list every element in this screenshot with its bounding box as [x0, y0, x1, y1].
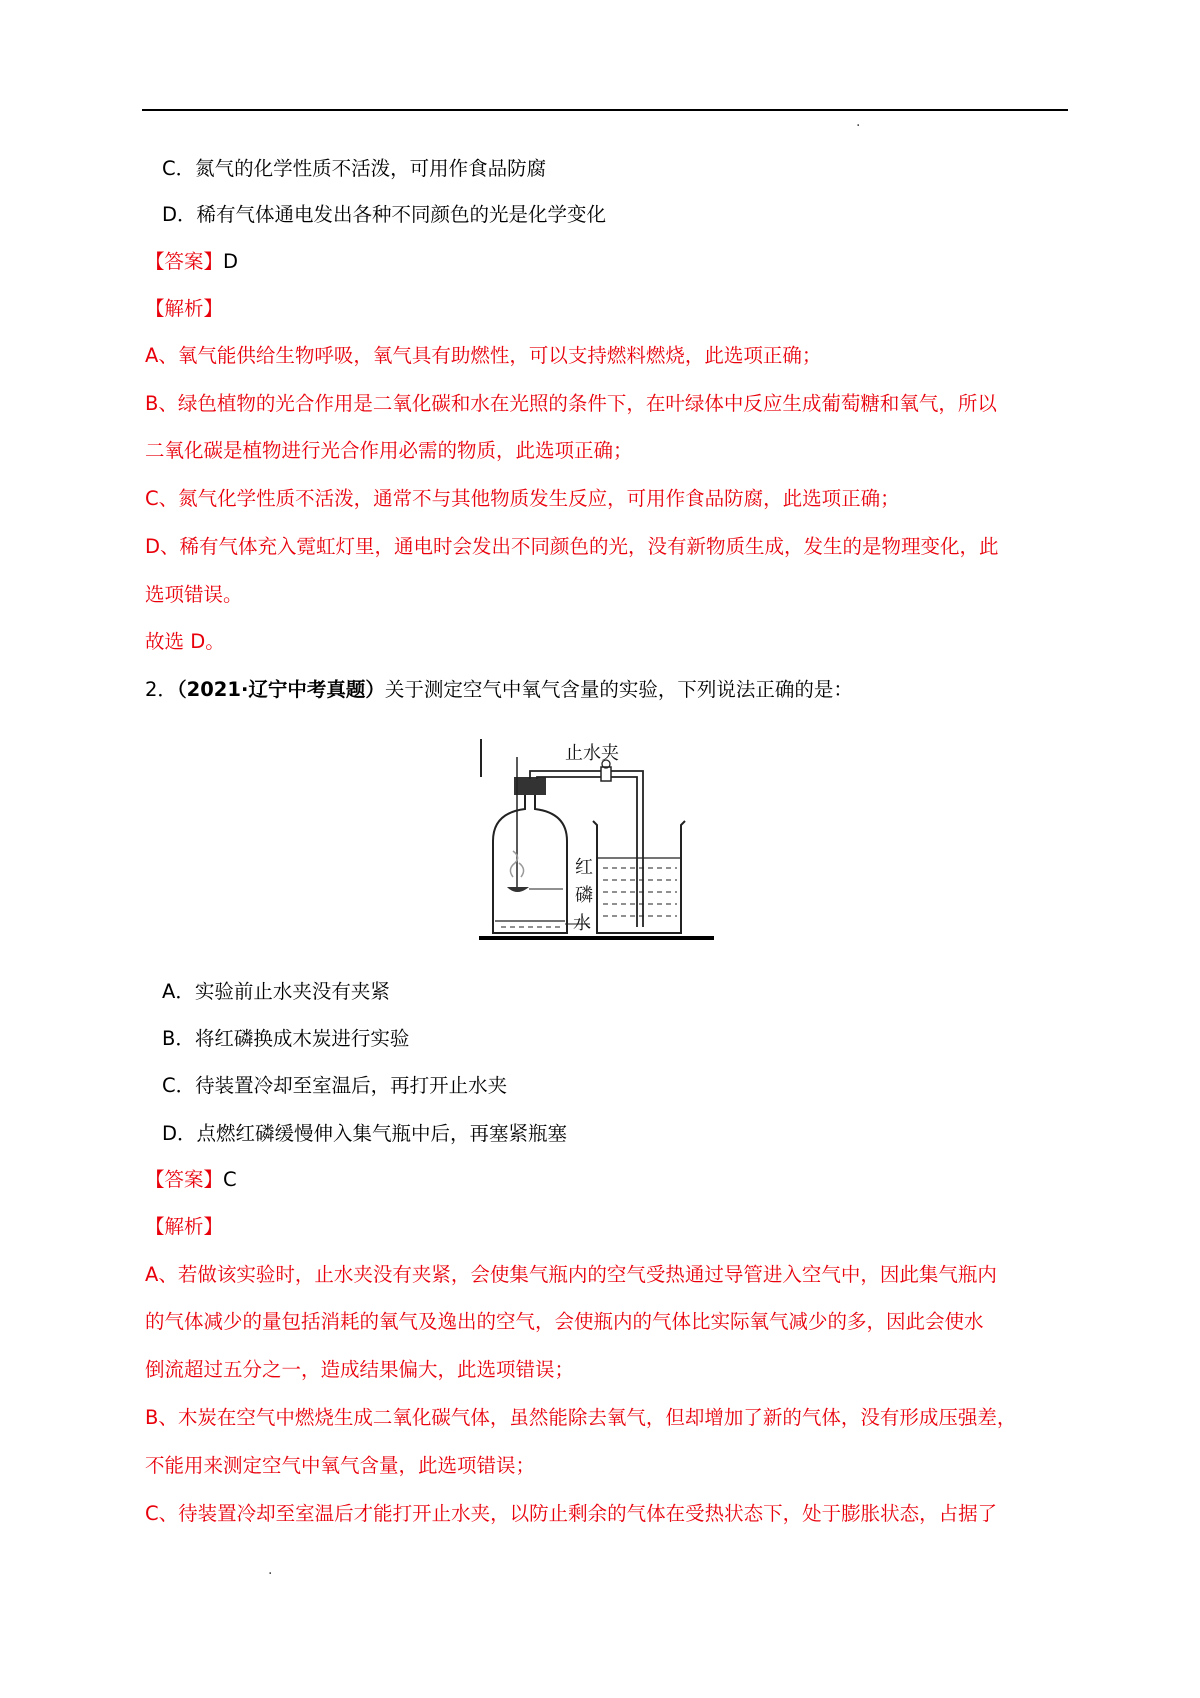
- q1-analysis-line: C、氮气化学性质不活泼，通常不与其他物质发生反应，可用作食品防腐，此选项正确；: [145, 487, 900, 510]
- q2-option-c: C．待装置冷却至室温后，再打开止水夹: [162, 1074, 508, 1097]
- experiment-apparatus-figure: [477, 737, 717, 944]
- gas-bottle: [493, 793, 567, 933]
- label-phosphorus: 红: [575, 857, 593, 878]
- label-phosphorus: 磷: [575, 885, 593, 906]
- q2-option-a: A．实验前止水夹没有夹紧: [162, 980, 390, 1003]
- label-clamp: 止水夹: [565, 743, 619, 764]
- q2-analysis-line: A、若做该实验时，止水夹没有夹紧，会使集气瓶内的空气受热通过导管进入空气中，因此集气瓶内: [145, 1263, 997, 1286]
- q2-option-b: B．将红磷换成木炭进行实验: [162, 1027, 410, 1050]
- q1-answer: [145, 248, 238, 276]
- q2-analysis-line: 的气体减少的量包括消耗的氧气及逸出的空气，会使瓶内的气体比实际氧气减少的多，因此会使水: [145, 1310, 984, 1333]
- answer-label: 【答案】: [145, 1168, 224, 1191]
- q2-number: 2．: [145, 678, 177, 701]
- delivery-tube: [530, 771, 643, 797]
- q2-stem: [145, 676, 853, 704]
- answer-value: D: [223, 250, 239, 273]
- stray-mark: ·: [856, 118, 861, 134]
- answer-value: C: [223, 1168, 237, 1191]
- q2-answer: [145, 1166, 237, 1194]
- q1-analysis-line: D、稀有气体充入霓虹灯里，通电时会发出不同颜色的光，没有新物质生成，发生的是物理变化，此: [145, 535, 999, 558]
- q1-analysis-line: B、绿色植物的光合作用是二氧化碳和水在光照的条件下，在叶绿体中反应生成葡萄糖和氧气，所以: [145, 392, 997, 415]
- q2-source: （2021·辽宁中考真题）: [176, 678, 385, 701]
- q1-analysis-line: 选项错误。: [145, 583, 243, 606]
- label-water: 水: [573, 913, 591, 934]
- q1-analysis-label: 【解析】: [145, 297, 224, 320]
- q1-option-c: C．氮气的化学性质不活泼，可用作食品防腐: [162, 157, 547, 180]
- q2-analysis-line: C、待装置冷却至室温后才能打开止水夹，以防止剩余的气体在受热状态下，处于膨胀状态，占据了: [145, 1502, 998, 1525]
- combustion-spoon: [507, 887, 529, 892]
- q2-analysis-line: 倒流超过五分之一，造成结果偏大，此选项错误；: [145, 1358, 575, 1381]
- answer-label: 【答案】: [145, 250, 224, 273]
- q2-stem-text: 关于测定空气中氧气含量的实验，下列说法正确的是：: [384, 678, 853, 701]
- q2-analysis-label: 【解析】: [145, 1215, 224, 1238]
- q1-analysis-line: A、氧气能供给生物呼吸，氧气具有助燃性，可以支持燃料燃烧，此选项正确；: [145, 344, 822, 367]
- stray-mark: ·: [268, 1566, 273, 1582]
- water-clamp: [601, 767, 611, 781]
- header-rule: [142, 109, 1068, 111]
- q2-analysis-line: 不能用来测定空气中氧气含量，此选项错误；: [145, 1454, 536, 1477]
- q1-conclusion: 故选 D。: [145, 630, 225, 653]
- q1-option-d: D．稀有气体通电发出各种不同颜色的光是化学变化: [162, 203, 607, 226]
- q2-analysis-line: B、木炭在空气中燃烧生成二氧化碳气体，虽然能除去氧气，但却增加了新的气体，没有形成压强差，: [145, 1406, 1017, 1429]
- q2-option-d: D．点燃红磷缓慢伸入集气瓶中后，再塞紧瓶塞: [162, 1122, 568, 1145]
- smoke: [519, 863, 524, 877]
- q1-analysis-line: 二氧化碳是植物进行光合作用必需的物质，此选项正确；: [145, 439, 633, 462]
- stopper: [514, 777, 546, 795]
